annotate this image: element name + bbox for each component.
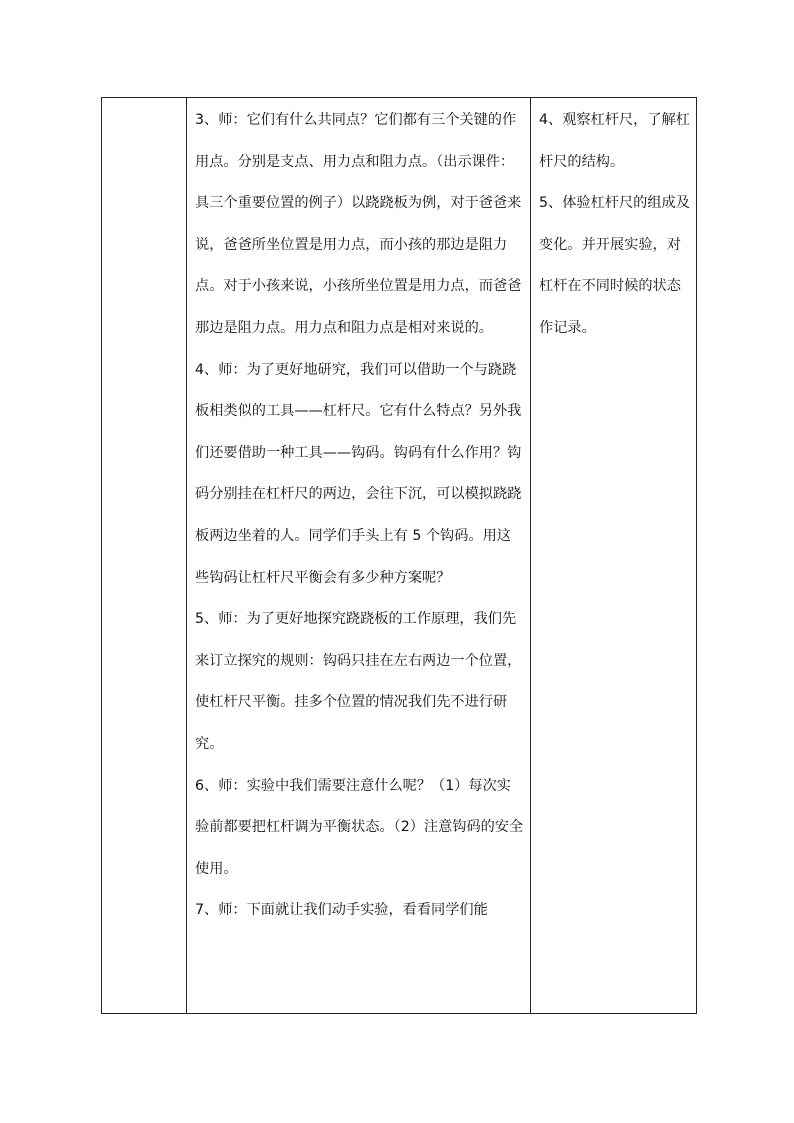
teacher-step-6: 6、师：实验中我们需要注意什么呢？（1）每次实验前都要把杠杆调为平衡状态。（2）注意钩码的安全使用。 <box>195 777 524 877</box>
left-column-cell <box>102 98 187 1014</box>
teacher-step-4: 4、师：为了更好地研究，我们可以借助一个与跷跷板相类似的工具——杠杆尺。它有什么特点？另外我们还要借助一种工具——钩码。钩码有什么作用？钩码分别挂在杠杆尺的两边，会往下沉，可以模拟跷跷板两边坐着的人。同学们手头上有 5 个钩码。用这些钩码让杠杆尺平衡会有多少种方案呢？ <box>195 361 522 586</box>
student-step-5: 5、体验杠杆尺的组成及变化。并开展实验，对杠杆在不同时候的状态作记录。 <box>539 195 690 336</box>
lesson-plan-table <box>101 97 697 1014</box>
teacher-activity-cell <box>187 98 531 1014</box>
teacher-step-7: 7、师：下面就让我们动手实验，看看同学们能 <box>195 902 488 919</box>
teacher-step-5: 5、师：为了更好地探究跷跷板的工作原理，我们先来订立探究的规则：钩码只挂在左右两边一个位置，使杠杆尺平衡。挂多个位置的情况我们先不进行研究。 <box>195 611 522 752</box>
table-row <box>102 98 697 1014</box>
student-step-4: 4、观察杠杆尺，了解杠杆尺的结构。 <box>539 112 690 170</box>
teacher-step-3: 3、师：它们有什么共同点？它们都有三个关键的作用点。分别是支点、用力点和阻力点。（出示课件：具三个重要位置的例子）以跷跷板为例，对于爸爸来说，爸爸所坐位置是用力点，而小孩的那边是阻力点。对于小孩来说，小孩所坐位置是用力点，而爸爸那边是阻力点。用力点和阻力点是相对来说的。 <box>195 112 522 336</box>
student-activity-cell <box>531 98 697 1014</box>
